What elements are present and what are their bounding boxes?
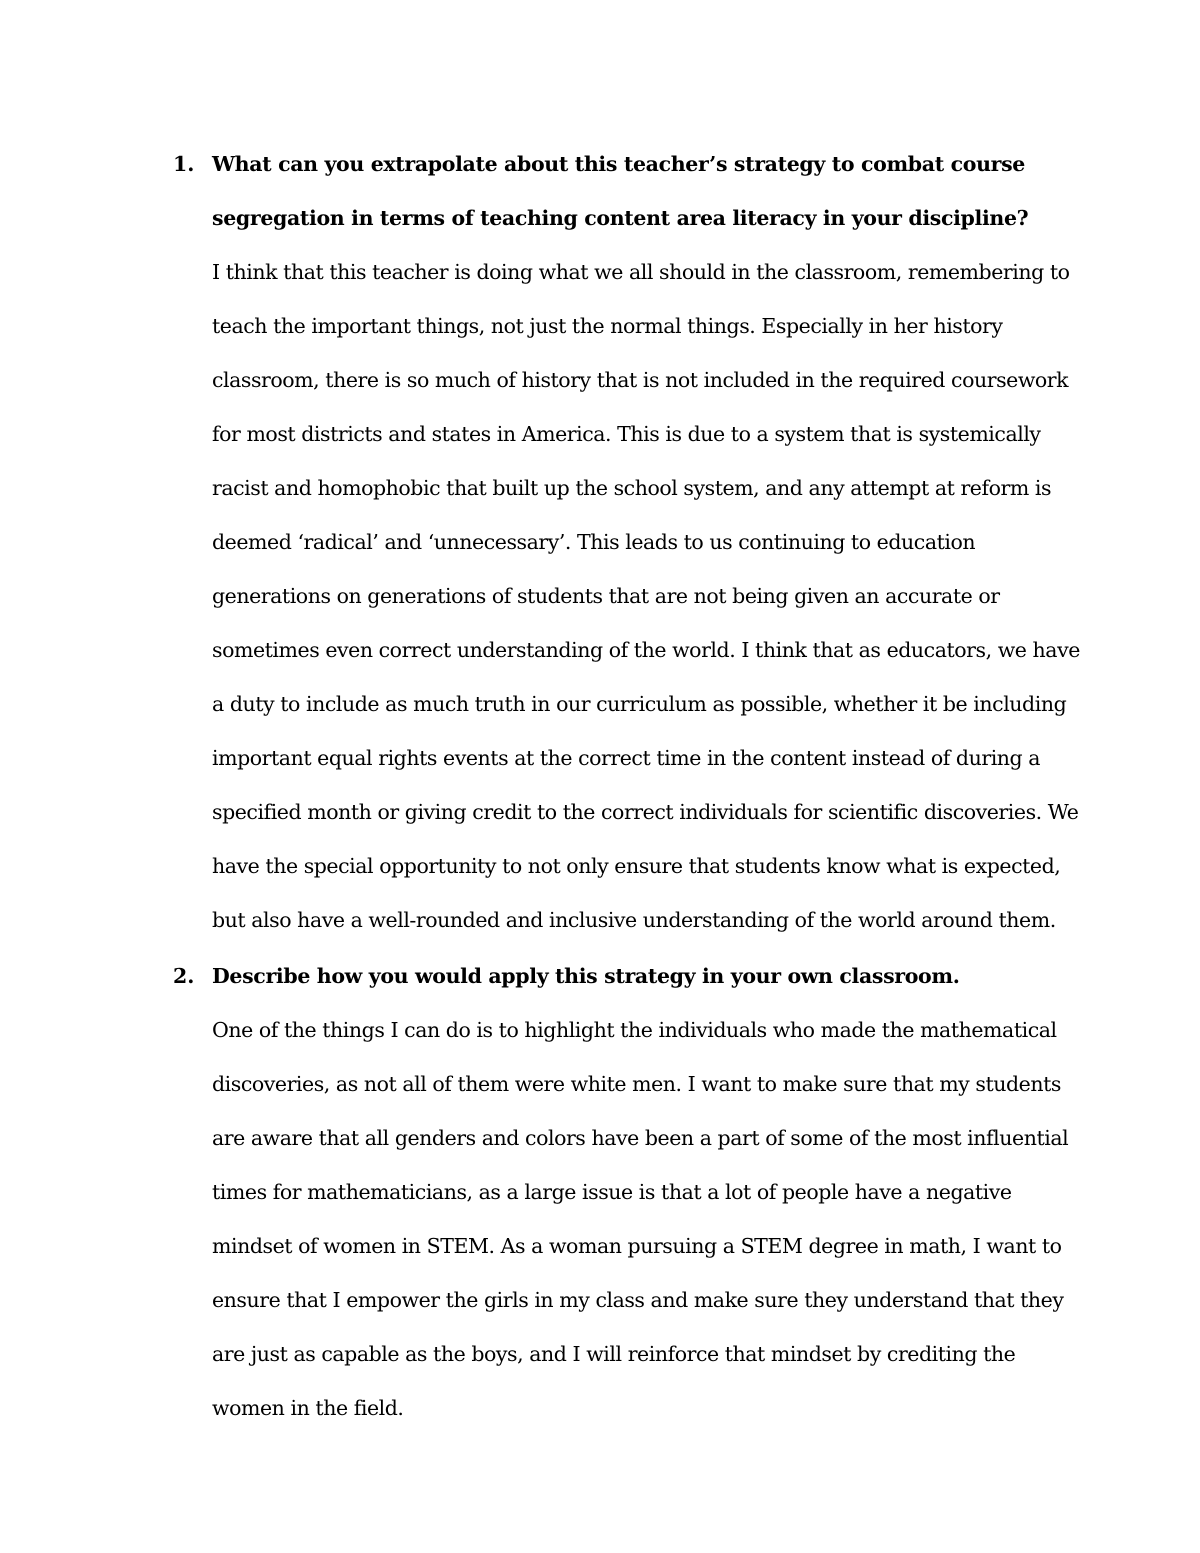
- question-block-2: [0, 949, 1200, 1435]
- question-text: What can you extrapolate about this teacher’s strategy to combat course segregation in terms of teaching content area literacy in your discipline?: [212, 152, 1029, 230]
- answer-text: One of the things I can do is to highlight the individuals who made the mathematical discoveries, as not all of them were white men. I want to make sure that my students are aware that all genders and colors have been a part of some of the most influential times for mathematicians, as a large issue is that a lot of people have a negative mindset of women in STEM. As a woman pursuing a STEM degree in math, I want to ensure that I empower the girls in my class and make sure they understand that they are just as capable as the boys, and I will reinforce that mindset by crediting the women in the field.: [212, 1018, 1069, 1420]
- answer-text: I think that this teacher is doing what we all should in the classroom, remembering to teach the important things, not just the normal things. Especially in her history classroom, there is so much of history that is not included in the required coursework for most districts and states in America. This is due to a system that is systemically racist and homophobic that built up the school system, and any attempt at reform is deemed ‘radical’ and ‘unnecessary’. This leads to us continuing to education generations on generations of students that are not being given an accurate or sometimes even correct understanding of the world. I think that as educators, we have a duty to include as much truth in our curriculum as possible, whether it be including important equal rights events at the correct time in the content instead of during a specified month or giving credit to the correct individuals for scientific discoveries. We have the special opportunity to not only ensure that students know what is expected, but also have a well-rounded and inclusive understanding of the world around them.: [212, 260, 1080, 932]
- question-number: 2.: [173, 964, 195, 988]
- question-text: Describe how you would apply this strategy in your own classroom.: [212, 964, 960, 988]
- question-number: 1.: [173, 152, 195, 176]
- question-block-1: [0, 137, 1200, 947]
